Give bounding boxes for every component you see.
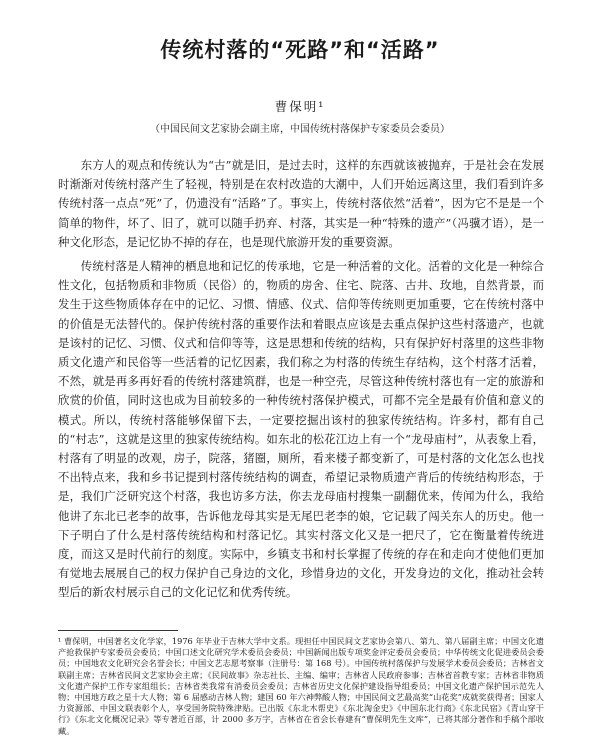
footnote: ¹ 曹保明，中国著名文化学家，1976 年毕业于吉林大学中文系。现担任中国民间文艺家协会第八、第九、第八届副主席；中国文化遗产抢救保护专家委员会委员；中国口述文化研究学术委员会委员；中国新闻出版专项奖金评定委员会委员；中华传统文化促进委员会委员；中国地农文化研究会名誉会长；中国文艺志愿考察事（注册号：第 168 号）。中国传统村落保护与发展学术委员会委员；吉林省文联副主席；吉林省民间文艺家协会主席；《民间故事》杂志社长、主编、编审；吉林省人民政府参事；吉林省首教专家；吉林省非物质文化遗产保护工作专家组组长；吉林省类我常有消委员会委员；吉林省历史文化保护建设指导组委员；中国文化遗产保护国示范先人物；中国地方政之星十大人物；第 6 届感动吉林人物；建国 60 年六神弊酸人物；中国民间文艺最高奖“山花奖”成就奖获得者；国家人力资源部、中国文联表彰个人，享受国务院特殊津贴。已出版《东北木帮史》《东北淘金史》《中国东北行商》《东北民宿》《青山穿干行》《东北文化概况记录》等专著近百部，计 2000 多万字，吉林省在省会长春建有“曹保明先生文库”，已将其部分著作和手稿个部收藏。: [58, 636, 544, 736]
footnote-divider: [58, 630, 178, 631]
paragraph: 东方人的观点和传统认为“古”就是旧，是过去时，这样的东西就该被抛弃，于是社会在发展时渐渐对传统村落产生了轻视，特别是在农村改造的大潮中，人们开始远离这里，我们看到许多传统村落一点点“死”了，仍遗没有“活路”了。事实上，传统村落依然“活着”，因为它不是是一个简单的物件，坏了、旧了，就可以随手扔弃、村落，其实是一种“特殊的遗产”（冯骥才语），是一种文化形态，是记忆协不掉的存在，也是现代旅游开发的重要资源。: [58, 158, 544, 249]
author-affiliation: （中国民间文艺家协会副主席，中国传统村落保护专家委员会委员）: [150, 124, 450, 135]
paragraph: 传统村落是人精神的栖息地和记忆的传承地，它是一种活着的文化。活着的文化是一种综合性文化，包括物质和非物质（民俗）的，物质的房舍、住宅、院落、古井、玫地，自然背景，而发生于这些物质体存在中的记忆、习惯、情感、仪式、信仰等传统则更加重要，它在传统村落中的价值是无法替代的。保护传统村落的重要作法和着眼点应该是去重点保护这些村落遗产，也就是该村的记忆、习惯、仪式和信仰等等，这是思想和传统的结构，只有保护好村落里的这些非物质文化遗产和民俗等一些活着的记忆因素，我们称之为村落的传统生存结构，这个村落才活着，不然，就是再多再好看的传统村落建筑群，也是一种空壳，尽管这种传统村落也有一定的旅游和欣赏的价值，同时这也成为目前较多的一种传统村落保护模式，可都不完全是最有价值和意义的模式。所以，传统村落能够保留下去，一定要挖掘出该村的独家传统结构。许多村，都有自己的“村志”，这就是这里的独家传统结构。如东北的松花江边上有一个“龙母庙村”，从表象上看，村落有了明显的改观，房子，院落，猪圈，厕所，看来楼子都变新了，可是村落的文化怎么也找不出特点来，我和乡书记提到村落传统结构的调查，希望记录物质遗产背后的传统结构形态，于是，我们广泛研究这个村落，我也访多方法，你去龙母庙村搜集一副翻优来，传闻为什么，我给他讲了东北已老李的故事，告诉他龙母其实是无尾巴老李的娘，它记载了闯关东人的历史。他一下子明白了什么是村落传统结构和村落记忆。其实村落文化又是一把尺了，它在衡量着传统进度，而这又是时代前行的刻度。实际中，乡镇支书和村长掌握了传统的存在和走向才使他们更加有觉地去展展自己的权力保护自己身边的文化，珍惜身边的文化，开发身边的文化，推动社会转型后的新农村展示自己的文化记忆和优秀传统。: [58, 259, 544, 600]
article-body: [58, 156, 544, 608]
article-title: 传统村落的“死路”和“活路”: [160, 38, 440, 62]
author-name: 曹保明¹: [274, 99, 326, 114]
